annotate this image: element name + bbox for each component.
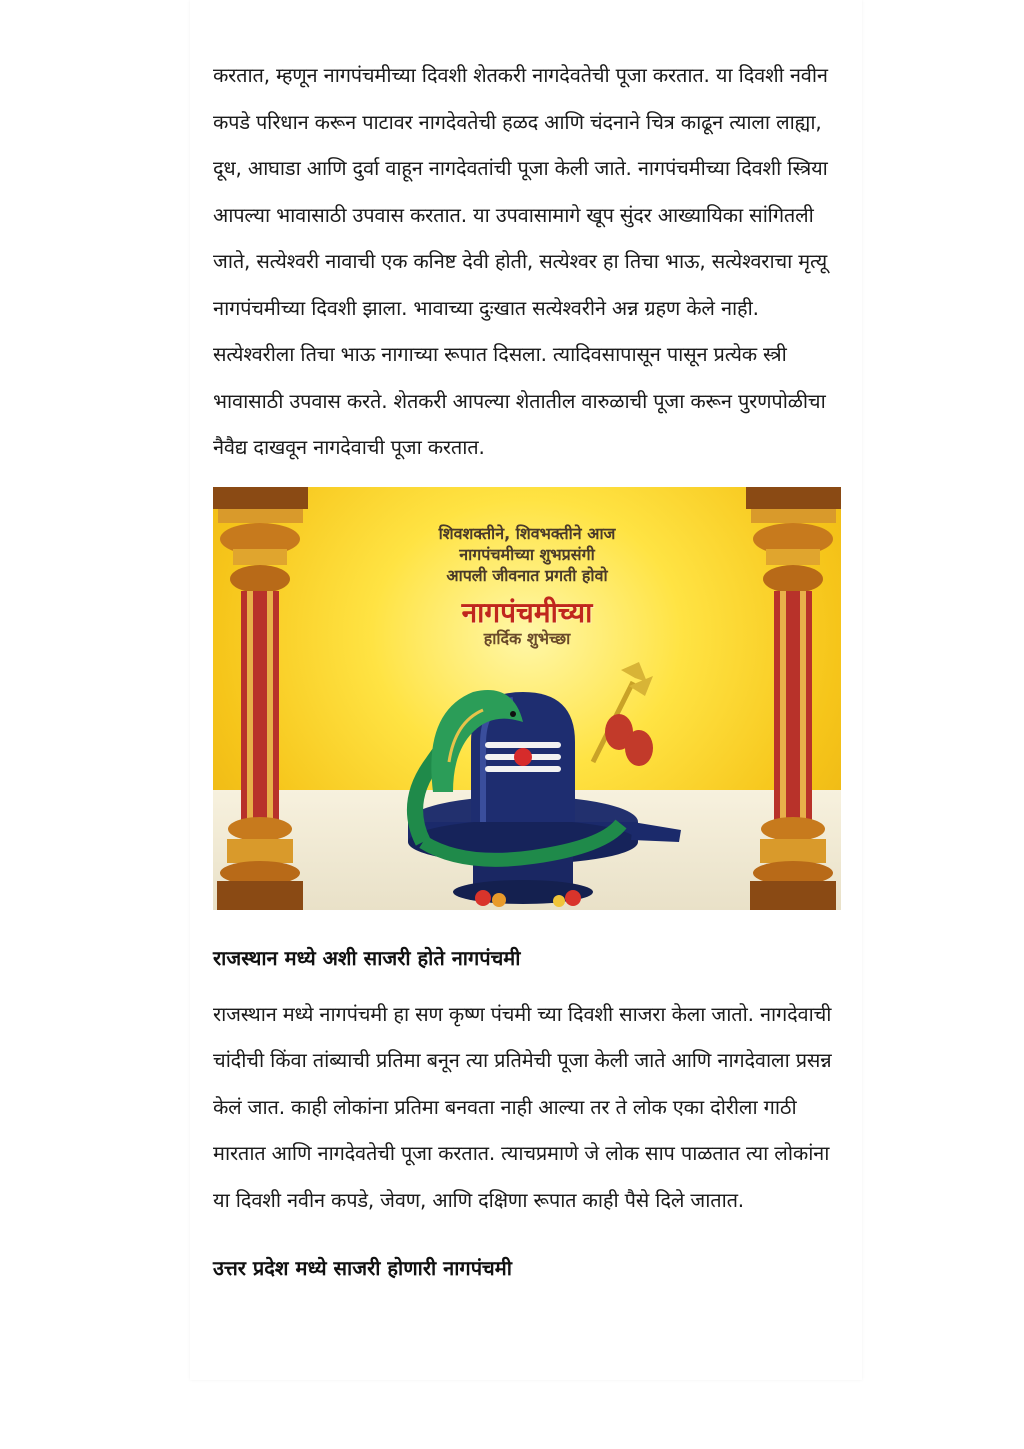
poster-line-1: शिवशक्तीने, शिवभक्तीने आज [438, 523, 616, 543]
section-heading-rajasthan: राजस्थान मध्ये अशी साजरी होते नागपंचमी [213, 945, 521, 970]
nagpanchami-greeting-image [213, 487, 841, 910]
article-body [213, 52, 843, 1283]
poster-line-2: नागपंचमीच्या शुभप्रसंगी [459, 544, 595, 564]
poster-title: नागपंचमीच्या [461, 595, 593, 629]
section-heading-uttar-pradesh: उत्तर प्रदेश मध्ये साजरी होणारी नागपंचमी [213, 1256, 512, 1280]
poster-line-3: आपली जीवनात प्रगती होवो [446, 565, 608, 585]
section-paragraph-rajasthan: राजस्थान मध्ये नागपंचमी हा सण कृष्ण पंचमी च्या दिवशी साजरा केला जातो. नागदेवाची चांदीची किंवा तांब्याची प्रतिमा बनून त्या प्रतिमेची पूजा केली जाते आणि नागदेवाला प्रसन्न केलं जात. काही लोकांना प्रतिमा बनवता नाही आल्या तर ते लोक एका दोरीला गाठी मारतात आणि नागदेवतेची पूजा करतात. त्याचप्रमाणे जे लोक साप पाळतात त्या लोकांना या दिवशी नवीन कपडे, जेवण, आणि दक्षिणा रूपात काही पैसे दिले जातात. [213, 1001, 832, 1212]
shivling-serpent-icon [363, 652, 693, 910]
intro-paragraph: करतात, म्हणून नागपंचमीच्या दिवशी शेतकरी नागदेवतेची पूजा करतात. या दिवशी नवीन कपडे परिधान करून पाटावर नागदेवतेची हळद आणि चंदनाने चित्र काढून त्याला लाह्या, दूध, आघाडा आणि दुर्वा वाहून नागदेवतांची पूजा केली जाते. नागपंचमीच्या दिवशी स्त्रिया आपल्या भावासाठी उपवास करतात. या उपवासामागे खूप सुंदर आख्यायिका सांगितली जाते, सत्येश्वरी नावाची एक कनिष्ट देवी होती, सत्येश्वर हा तिचा भाऊ, सत्येश्वराचा मृत्यू नागपंचमीच्या दिवशी झाला. भावाच्या दुःखात सत्येश्वरीने अन्न ग्रहण केले नाही. सत्येश्वरीला तिचा भाऊ नागाच्या रूपात दिसला. त्यादिवसापासून पासून प्रत्येक स्त्री भावासाठी उपवास करते. शेतकरी आपल्या शेतातील वारुळाची पूजा करून पुरणपोळीचा नैवैद्य दाखवून नागदेवाची पूजा करतात. [213, 63, 828, 459]
poster-subtitle: हार्दिक शुभेच्छा [483, 628, 571, 648]
